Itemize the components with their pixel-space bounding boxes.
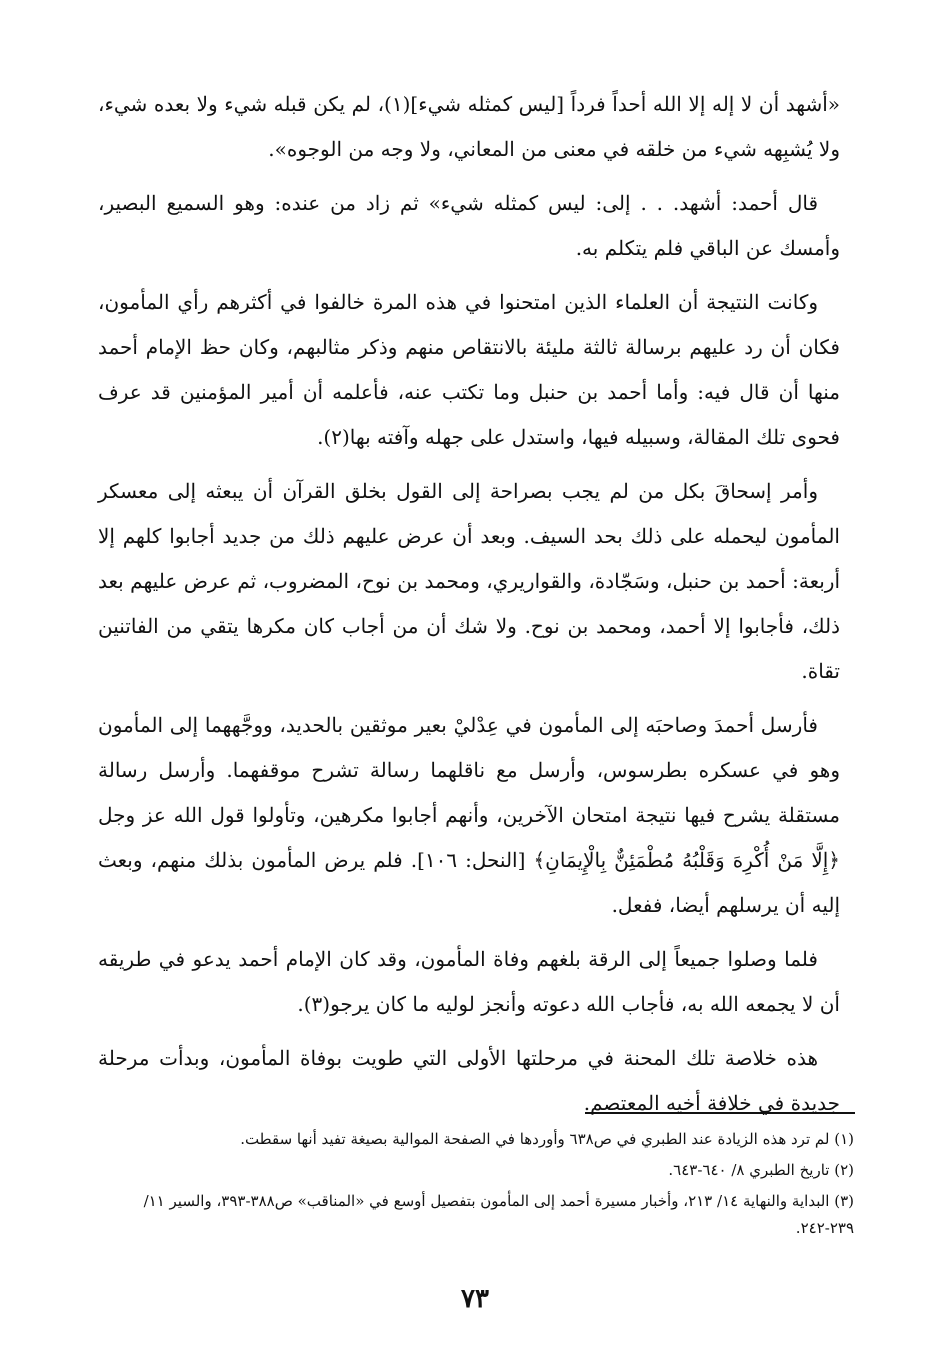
- main-text: [98, 82, 840, 1135]
- footnotes: [98, 1126, 854, 1246]
- paragraph-2: قال أحمد: أشهد. . . إلى: ليس كمثله شيء» ثم زاد من عنده: وهو السميع البصير، وأمسك عن الباقي فلم يتكلم به.: [98, 191, 840, 260]
- paragraph-4: وأمر إسحاقَ بكل من لم يجب بصراحة إلى القول بخلق القرآن أن يبعثه إلى معسكر المأمون ليحمله على ذلك بحد السيف. وبعد أن عرض عليهم ذلك من جديد أجابوا كلهم إلا أربعة: أحمد بن حنبل، وسَجّادة، والقواريري، ومحمد بن نوح، المضروب، ثم عرض عليهم بعد ذلك، فأجابوا إلا أحمد، ومحمد بن نوح. ولا شك أن من أجاب كان مكرها يتقي من الفاتنين تقاة.: [98, 479, 840, 683]
- footnote-1: (١) لم ترد هذه الزيادة عند الطبري في ص٦٣٨ وأوردها في الصفحة الموالية بصيغة تفيد أنها سقطت.: [240, 1130, 854, 1148]
- page-number: ٧٣: [461, 1284, 489, 1314]
- paragraph-5: فأرسل أحمدَ وصاحبَه إلى المأمون في عِدْليْ بعير موثقين بالحديد، ووجَّههما إلى المأمون وهو في عسكره بطرسوس، وأرسل مع ناقلهما رسالة تشرح موقفهما. وأرسل رسالة مستقلة يشرح فيها نتيجة امتحان الآخرين، وأنهم أجابوا مكرهين، وتأولوا قول الله عز وجل ﴿إِلَّا مَنْ أُكْرِهَ وَقَلْبُهُ مُطْمَئِنٌّ بِالْإِيمَانِ﴾ [النحل: ١٠٦]. فلم يرض المأمون بذلك منهم، وبعث إليه أن يرسلهم أيضا، ففعل.: [98, 713, 841, 917]
- paragraph-3: وكانت النتيجة أن العلماء الذين امتحنوا في هذه المرة خالفوا في أكثرهم رأي المأمون، فكان أن رد عليهم برسالة ثالثة مليئة بالانتقاص منهم وذكر مثالبهم، وكان حظ الإمام أحمد منها أن قال فيه: وأما أحمد بن حنبل وما تكتب عنه، فأعلمه أن أمير المؤمنين قد عرف فحوى تلك المقالة، وسبيله فيها، واستدل على جهله وآفته بها(٢).: [98, 290, 840, 449]
- paragraph-7: هذه خلاصة تلك المحنة في مرحلتها الأولى التي طويت بوفاة المأمون، وبدأت مرحلة جديدة في خلافة أخيه المعتصم.: [98, 1046, 840, 1115]
- footnote-divider: [585, 1112, 855, 1114]
- paragraph-1: «أشهد أن لا إله إلا الله أحداً فرداً [ليس كمثله شيء](١)، لم يكن قبله شيء ولا بعده شيء، ولا يُشبِهه شيء من خلقه في معنى من المعاني، ولا وجه من الوجوه».: [98, 92, 840, 161]
- paragraph-6: فلما وصلوا جميعاً إلى الرقة بلغهم وفاة المأمون، وقد كان الإمام أحمد يدعو في طريقه أن لا يجمعه الله به، فأجاب الله دعوته وأنجز لوليه ما كان يرجو(٣).: [98, 947, 840, 1016]
- footnote-2: (٢) تاريخ الطبري ٨/ ٦٤٠-٦٤٣.: [668, 1161, 854, 1179]
- footnote-3: (٣) البداية والنهاية ١٤/ ٢١٣، وأخبار مسيرة أحمد إلى المأمون بتفصيل أوسع في «المناقب» ص٣٨٨-٣٩٣، والسير ١١/ ٢٣٩-٢٤٢.: [143, 1192, 854, 1237]
